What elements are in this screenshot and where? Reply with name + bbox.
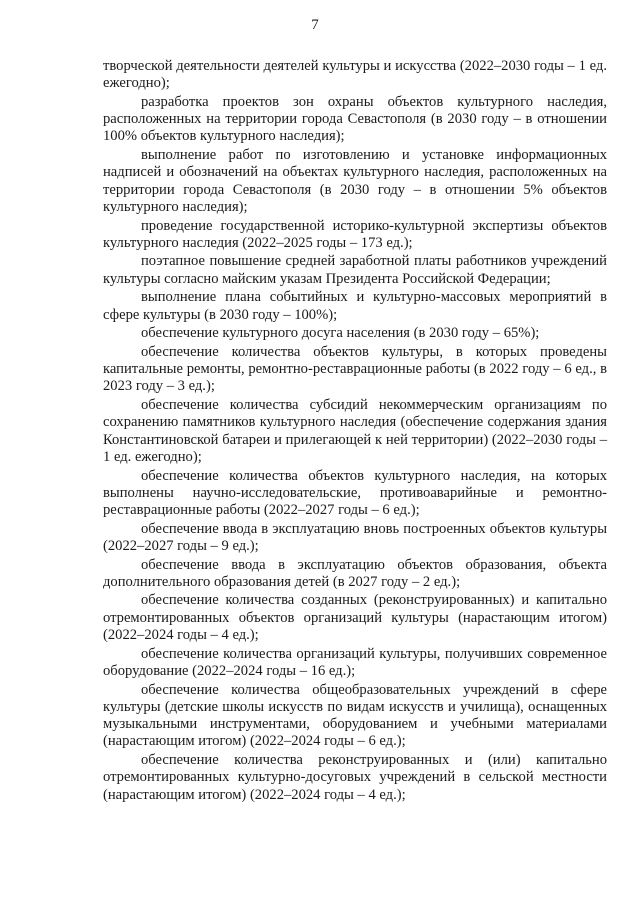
- paragraph: обеспечение количества реконструированных и (или) капитально отремонтированных культурно-досуговых учреждений в сельской местности (нарастающим итогом) (2022–2024 годы – 4 ед.);: [103, 752, 607, 803]
- paragraph: выполнение работ по изготовлению и установке информационных надписей и обозначений на объектах культурного наследия, расположенных на территории города Севастополя (в 2030 году – в отношении 5% объектов культурного наследия);: [103, 147, 607, 215]
- paragraph: обеспечение количества субсидий некоммерческим организациям по сохранению памятников культурного наследия (обеспечение содержания здания Константиновской батареи и прилегающей к ней территории) (2022–2030 годы – 1 ед. ежегодно);: [103, 397, 607, 465]
- paragraph: обеспечение культурного досуга населения (в 2030 году – 65%);: [141, 325, 540, 342]
- paragraph: поэтапное повышение средней заработной платы работников учреждений культуры согласно майским указам Президента Российской Федерации;: [103, 253, 607, 287]
- paragraph: обеспечение количества созданных (реконструированных) и капитально отремонтированных объектов организаций культуры (нарастающим итогом) (2022–2024 годы – 4 ед.);: [103, 592, 607, 644]
- paragraph: обеспечение количества общеобразовательных учреждений в сфере культуры (детские школы искусств по видам искусств и училища), оснащенных музыкальными инструментами, оборудованием и учебными материалами (нарастающим итогом) (2022–2024 годы – 6 ед.);: [103, 681, 607, 750]
- paragraph: обеспечение количества организаций культуры, получивших современное оборудование (2022–2024 годы – 16 ед.);: [103, 645, 607, 679]
- page-number: 7: [311, 17, 319, 33]
- paragraph: выполнение плана событийных и культурно-массовых мероприятий в сфере культуры (в 2030 году – 100%);: [103, 289, 607, 323]
- paragraph: обеспечение ввода в эксплуатацию объектов образования, объекта дополнительного образования детей (в 2027 году – 2 ед.);: [103, 556, 607, 590]
- paragraph: обеспечение количества объектов культуры, в которых проведены капитальные ремонты, ремонтно-реставрационные работы (в 2022 году – 6 ед., в 2023 году – 3 ед.);: [103, 343, 607, 395]
- paragraph: обеспечение количества объектов культурного наследия, на которых выполнены научно-исследовательские, противоаварийные и ремонтно-реставрационные работы (2022–2027 годы – 6 ед.);: [103, 467, 607, 519]
- paragraph: разработка проектов зон охраны объектов культурного наследия, расположенных на территории города Севастополя (в 2030 году – в отношении 100% объектов культурного наследия);: [103, 93, 607, 145]
- document-body: [103, 58, 607, 805]
- paragraph-continued: творческой деятельности деятелей культуры и искусства (2022–2030 годы – 1 ед. ежегодно);: [103, 58, 607, 92]
- paragraph: проведение государственной историко-культурной экспертизы объектов культурного наследия (2022–2025 годы – 173 ед.);: [103, 217, 607, 251]
- paragraph: обеспечение ввода в эксплуатацию вновь построенных объектов культуры (2022–2027 годы – 9 ед.);: [103, 520, 607, 554]
